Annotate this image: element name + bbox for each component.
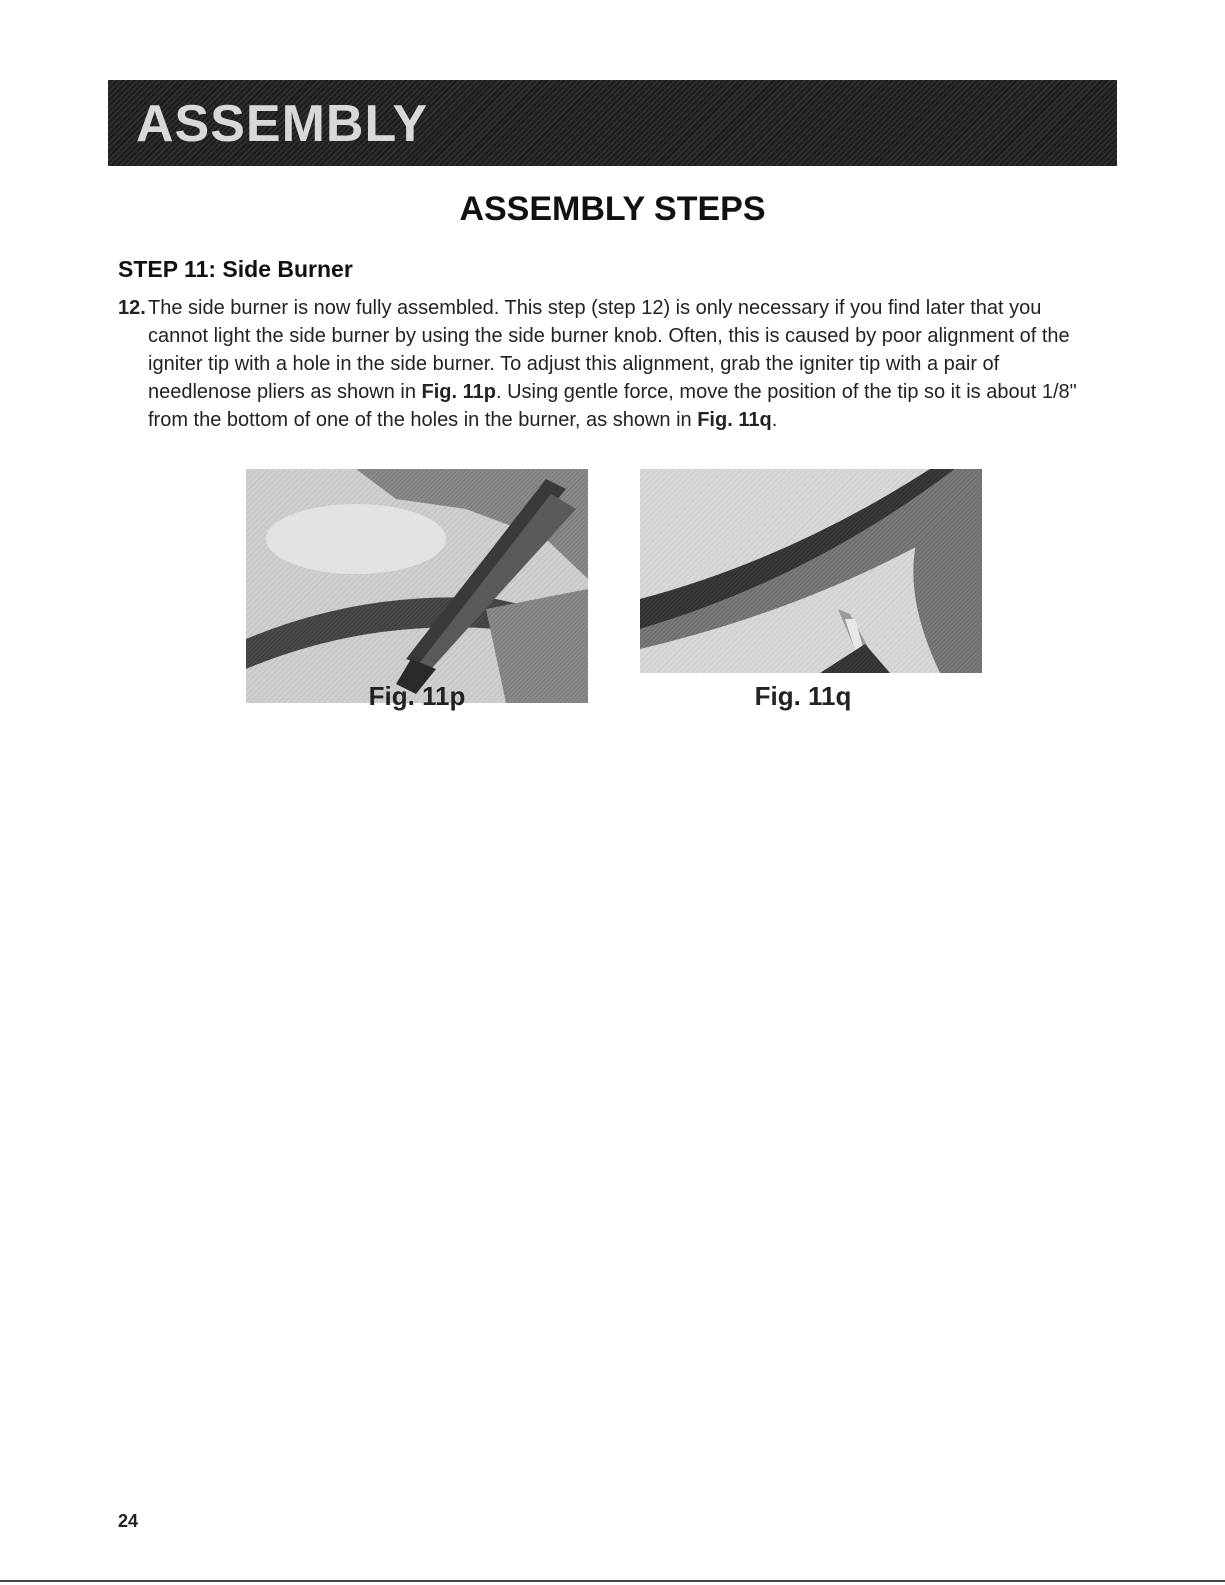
step-heading: STEP 11: Side Burner: [118, 256, 353, 282]
bottom-rule: [0, 1580, 1225, 1582]
header-banner: [108, 80, 1117, 166]
section-title: ASSEMBLY STEPS: [459, 190, 766, 228]
instruction-text-part-3: .: [771, 409, 778, 431]
banner-title: ASSEMBLY: [136, 95, 429, 153]
figure-caption-11q: Fig. 11q: [754, 681, 852, 711]
figure-11p-photo: [246, 469, 588, 703]
instruction-text-part-2: . Using gentle force, move the position of the tip so it is about 1/8" from the bottom of one of the holes in the burner, as shown in: [148, 381, 1077, 431]
instruction-text-part-1: The side burner is now fully assembled. This step (step 12) is only necessary if you find later that you cannot light the side burner by using the side burner knob. Often, this is caused by poor alignment of the igniter tip with a hole in the side burner. To adjust this alignment, grab the igniter tip with a pair of needlenose pliers as shown in: [148, 297, 1070, 403]
figure-reference-11q: Fig. 11q: [697, 409, 772, 431]
instruction-text: [148, 294, 1103, 434]
figure-11q-photo: [640, 469, 982, 673]
instruction-paragraph: [118, 294, 1103, 434]
page-number: 24: [118, 1511, 139, 1531]
instruction-number: 12.: [118, 297, 146, 319]
figure-caption-11p: Fig. 11p: [368, 681, 466, 711]
figure-reference-11p: Fig. 11p: [421, 381, 496, 403]
